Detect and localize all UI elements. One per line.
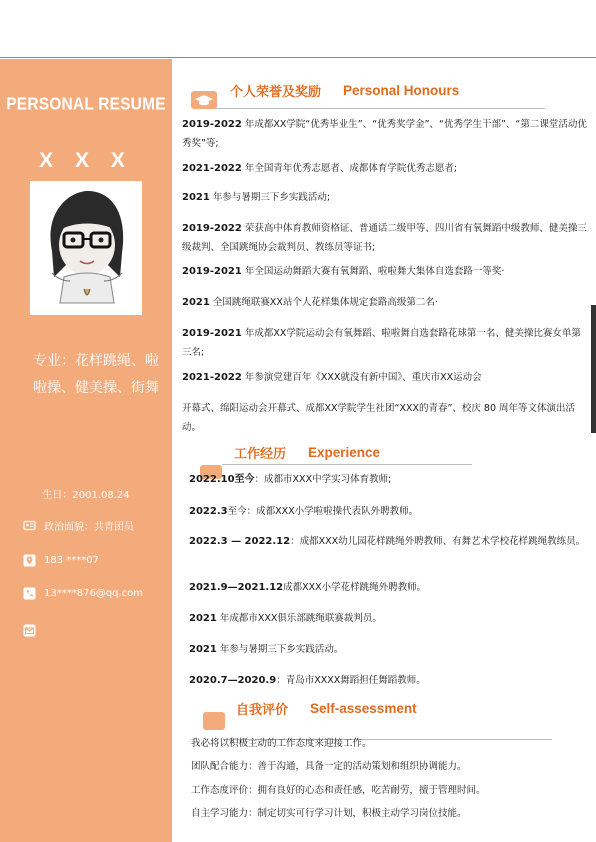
honour-item: 2021 全国跳绳联赛XX站个人花样集体规定套路高级第二名· (182, 297, 438, 308)
experience-item: 2021 年参与暑期三下乡实践活动。 (189, 644, 344, 655)
mail-icon (23, 624, 36, 637)
experience-item: 2022.3 — 2022.12：成都XXX幼儿园花样跳绳外聘教师、有舞艺术学校花样跳绳教练员。 (189, 536, 586, 547)
sidebar (0, 59, 172, 842)
email-address: 13****876@qq.com (44, 588, 144, 599)
self-assessment-item: 我必将以积极主动的工作态度来迎接工作。 (191, 738, 372, 749)
id-card-icon (23, 519, 36, 532)
experience-title-cn: 工作经历 (234, 447, 287, 462)
experience-item: 2022.10至今：成都市XXX中学实习体育教师; (189, 474, 392, 485)
honours-badge (191, 91, 217, 109)
experience-underline (222, 464, 472, 465)
self-assessment-item: 工作态度评价：拥有良好的心态和责任感，吃苦耐劳，擅于管理时间。 (191, 785, 486, 796)
politics-status: 政治面貌：共青团员 (44, 522, 134, 533)
address-row (23, 554, 99, 567)
graduation-cap-icon (191, 91, 217, 109)
phone-number: 183 ****07 (44, 555, 99, 566)
top-divider (0, 57, 596, 58)
honour-item: 2019-2021 年全国运动舞蹈大赛有氧舞蹈、啦啦舞大集体自选套路一等奖· (182, 266, 505, 277)
experience-title-en: Experience (308, 445, 381, 460)
honour-item: 2019-2022 荣获高中体育教师资格证、普通话二级甲等、四川省有氧舞蹈中级教师、健美操三级裁判、全国跳绳协会裁判员、教练员等证书; (182, 223, 587, 253)
phone-icon (23, 587, 36, 600)
profile-photo (30, 181, 142, 315)
birth-date: 生日：2001.08.24 (42, 490, 130, 501)
honour-item: 2019-2022 年成都XX学院“优秀毕业生”、“优秀奖学金”、“优秀学生干部”、“第二课堂活动优秀奖”等; (182, 119, 587, 149)
honours-underline (215, 108, 545, 109)
major: 专业：花样跳绳、啦啦操、健美操、街舞 (33, 353, 159, 396)
honours-heading (230, 81, 459, 100)
honours-title-cn: 个人荣誉及奖励 (230, 85, 322, 100)
self-title-en: Self-assessment (310, 701, 417, 716)
self-title-cn: 自我评价 (236, 703, 289, 718)
experience-item: 2022.3至今：成都XXX小学啦啦操代表队外聘教师。 (189, 506, 419, 517)
honour-item: 2019-2021 年成都XX学院运动会有氧舞蹈、啦啦舞自选套路花球第一名、健美操比赛女单第三名; (182, 328, 581, 358)
resume-title: PERSONAL RESUME (6, 94, 166, 115)
self-assessment-badge (203, 712, 225, 730)
candidate-name: X X X (39, 149, 133, 172)
scrollbar[interactable] (591, 305, 596, 433)
self-assessment-item: 团队配合能力：善于沟通，具备一定的活动策划和组织协调能力。 (191, 761, 467, 772)
honour-item: 开幕式、绵阳运动会开幕式、成都XX学院学生社团“XXX的青春”、校庆 80 周年等文体演出活动。 (182, 403, 576, 433)
honour-item: 2021 年参与暑期三下乡实践活动; (182, 192, 331, 203)
experience-item: 2021.9—2021.12成都XXX小学花样跳绳外聘教师。 (189, 582, 427, 593)
experience-item: 2021 年成都市XXX俱乐部跳绳联赛裁判员。 (189, 613, 382, 624)
experience-heading (234, 443, 380, 462)
phone-row (23, 587, 143, 600)
honour-item: 2021-2022 年全国青年优秀志愿者、成都体育学院优秀志愿者; (182, 163, 458, 174)
self-assessment-heading (236, 699, 417, 718)
location-icon (23, 554, 36, 567)
self-assessment-item: 自主学习能力：制定切实可行学习计划，积极主动学习岗位技能。 (191, 808, 467, 819)
honour-item: 2021-2022 年参演党建百年《XXX就没有新中国》、重庆市XX运动会 (182, 372, 482, 383)
mail-row (23, 624, 44, 637)
experience-item: 2020.7—2020.9：青岛市XXXX舞蹈担任舞蹈教师。 (189, 675, 426, 686)
politics-row (23, 518, 134, 533)
honours-title-en: Personal Honours (343, 83, 460, 98)
